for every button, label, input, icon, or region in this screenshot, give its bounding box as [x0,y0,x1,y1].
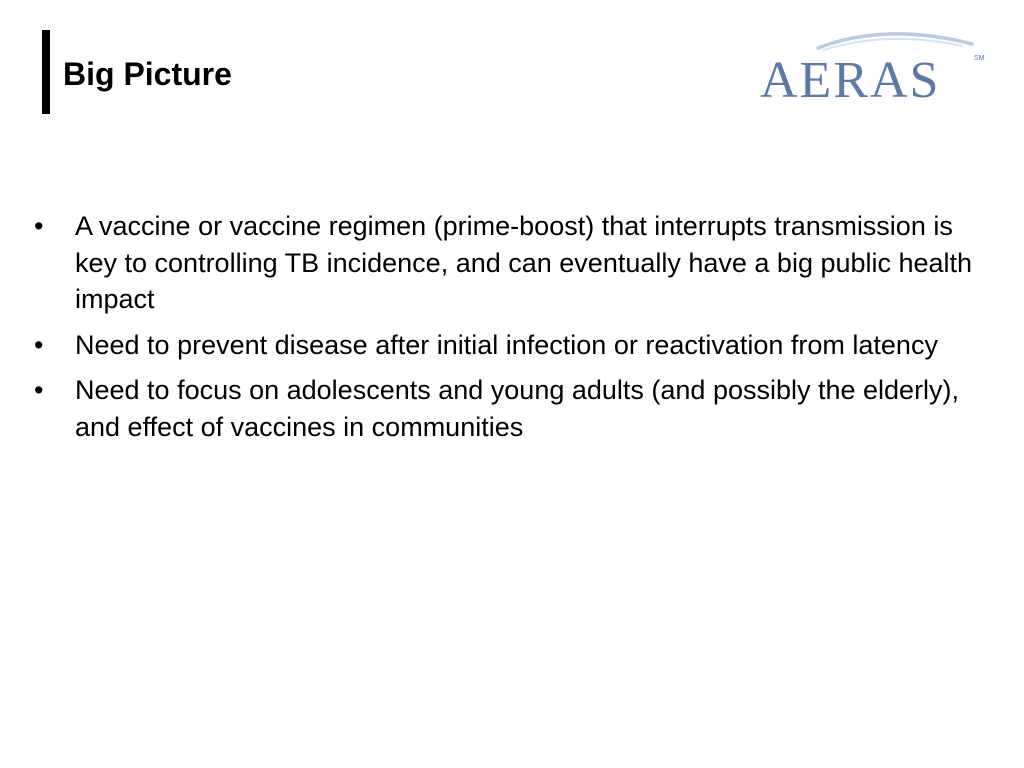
list-item [0,372,1024,445]
slide-title: Big Picture [63,56,232,92]
bullet-list [0,208,1024,454]
list-item [0,208,1024,318]
bullet-glyph: • [34,329,44,360]
bullet-glyph: • [34,211,44,241]
bullet-text: A vaccine or vaccine regimen (prime-boost) that interrupts transmission is key to controlling TB incidence, and can eventually have a big public health impact [75,211,973,314]
bullet-text: Need to prevent disease after initial infection or reactivation from latency [75,329,938,360]
list-item [0,327,1024,364]
title-accent-bar [42,30,50,114]
bullet-text: Need to focus on adolescents and young adults (and possibly the elderly), and effect of vaccines in communities [75,375,960,442]
bullet-glyph: • [34,375,44,405]
logo-service-mark: SM [974,55,985,62]
logo-wordmark: AERAS [760,52,941,109]
aeras-logo [756,24,988,120]
